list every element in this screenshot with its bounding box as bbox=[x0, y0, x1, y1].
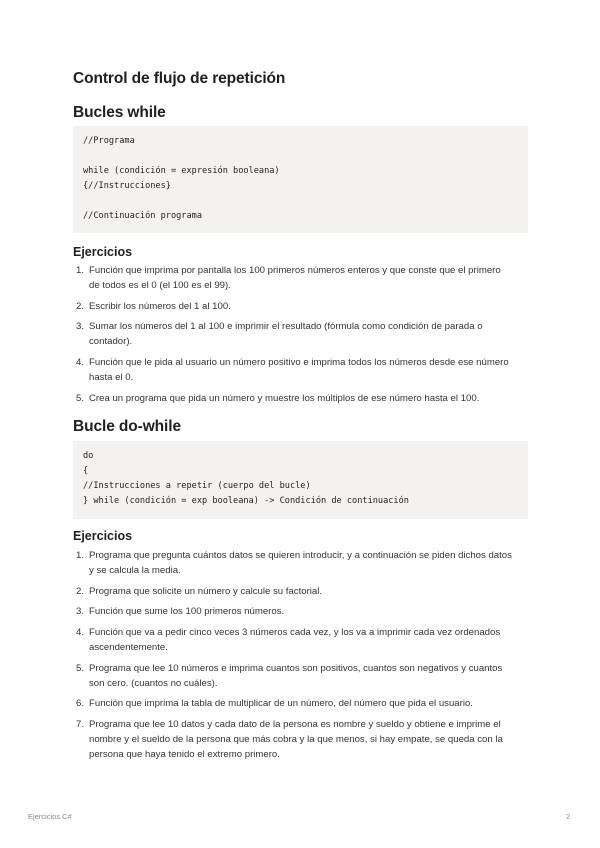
code-line: do bbox=[83, 451, 94, 461]
list-item: 4. Función que va a pedir cinco veces 3 números cada vez, y los va a imprimir cada vez ordenados ascendentemente. bbox=[76, 627, 501, 653]
code-block-do-while bbox=[73, 441, 528, 519]
code-line: {//Instrucciones} bbox=[83, 181, 171, 191]
list-item: 5. Crea un programa que pida un número y muestre los múltiplos de ese número hasta el 100. bbox=[76, 392, 480, 404]
exercises-heading: Ejercicios bbox=[73, 245, 133, 259]
page-number: 2 bbox=[566, 812, 571, 821]
list-item: 5. Programa que lee 10 números e imprima cuantos son positivos, cuantos son negativos y cuantos son cero. (cuantos no cuáles). bbox=[76, 662, 503, 689]
list-item: 2. Programa que solicite un número y calcule su factorial. bbox=[76, 585, 323, 597]
section-heading-do-while: Bucle do-while bbox=[73, 418, 181, 435]
list-item: 3. Función que sume los 100 primeros números. bbox=[76, 606, 285, 618]
list-item: 1. Programa que pregunta cuántos datos se quieren introducir, y a continuación se piden dichos datos y se calcula la media. bbox=[76, 550, 512, 576]
code-line: } while (condición = exp booleana) -> Condición de continuación bbox=[83, 496, 409, 506]
list-item: 2. Escribir los números del 1 al 100. bbox=[76, 300, 231, 312]
code-line bbox=[83, 194, 518, 209]
exercises-heading: Ejercicios bbox=[73, 529, 133, 543]
page-title: Control de flujo de repetición bbox=[73, 70, 286, 87]
code-line: //Instrucciones a repetir (cuerpo del bucle) bbox=[83, 481, 311, 491]
list-item: 7. Programa que lee 10 datos y cada dato de la persona es nombre y sueldo y obtiene e imprime el nombre y el sueldo de la persona que más cobra y la que menos, si hay empate, se queda con la persona que haya tenido el extremo primero. bbox=[76, 719, 503, 760]
list-item: 3. Sumar los números del 1 al 100 e imprimir el resultado (fórmula como condición de parada o contador). bbox=[76, 321, 483, 348]
exercise-list-while bbox=[73, 264, 513, 412]
code-line: //Continuación programa bbox=[83, 211, 202, 221]
list-item: 4. Función que le pida al usuario un número positivo e imprima todos los números desde ese número hasta el 0. bbox=[76, 356, 509, 383]
code-block-while bbox=[73, 126, 528, 233]
list-item: 1. Función que imprima por pantalla los 100 primeros números enteros y que conste que el primero de todos es el 0 (el 100 es el 99). bbox=[76, 265, 501, 291]
code-line: //Programa bbox=[83, 136, 135, 146]
code-line: while (condición = expresión booleana) bbox=[83, 166, 280, 176]
code-line bbox=[83, 149, 518, 164]
section-heading-while: Bucles while bbox=[73, 104, 166, 121]
exercise-list-do-while bbox=[73, 549, 513, 769]
list-item: 6. Función que imprima la tabla de multiplicar de un número, del número que pida el usuario. bbox=[76, 698, 473, 710]
footer-title: Ejercicios C# bbox=[28, 812, 72, 821]
code-line: { bbox=[83, 466, 89, 476]
